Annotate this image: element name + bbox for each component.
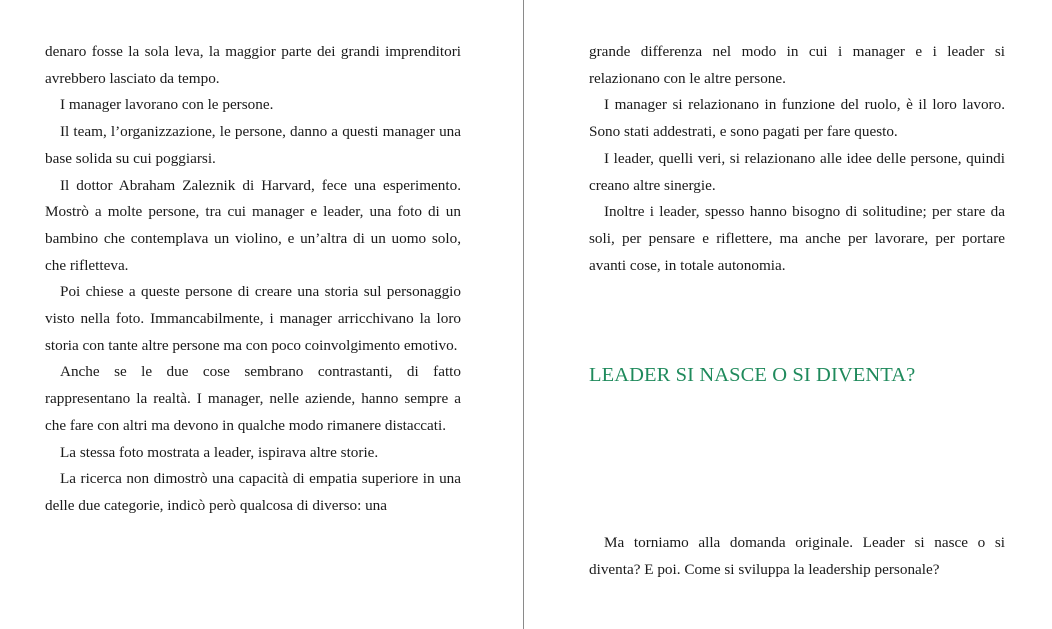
paragraph: La stessa foto mostrata a leader, ispirava altre storie. [60, 443, 379, 461]
paragraph: denaro fosse la sola leva, la maggior parte dei grandi imprenditori avrebbero lasciato da tempo. [45, 43, 461, 87]
paragraph: La ricerca non dimostrò una capacità di empatia superiore in una delle due categorie, indicò però qualcosa di diverso: una [45, 470, 461, 514]
paragraph: Il team, l’organizzazione, le persone, danno a questi manager una base solida su cui poggiarsi. [45, 123, 461, 167]
paragraph: I leader, quelli veri, si relazionano alle idee delle persone, quindi creano altre sinergie. [589, 149, 1005, 194]
paragraph: Anche se le due cose sembrano contrastanti, di fatto rappresentano la realtà. I manager, nelle aziende, hanno sempre a che fare con altri ma devono in qualche modo rimanere distaccati. [45, 363, 461, 434]
paragraph: grande differenza nel modo in cui i manager e i leader si relazionano con le altre persone. [589, 43, 1005, 87]
paragraph: Poi chiese a queste persone di creare una storia sul personaggio visto nella foto. Immancabilmente, i manager arricchivano la loro storia con tante altre persone ma con poco coinvolgimento emotivo. [45, 283, 461, 354]
paragraph: Ma torniamo alla domanda originale. Leader si nasce o si diventa? E poi. Come si sviluppa la leadership personale? [589, 534, 1005, 578]
paragraph: I manager lavorano con le persone. [60, 96, 274, 114]
paragraph: Inoltre i leader, spesso hanno bisogno di solitudine; per stare da soli, per pensare e riflettere, ma anche per lavorare, per portare avanti cose, in totale autonomia. [589, 203, 1005, 274]
page-divider [523, 0, 524, 629]
left-page [45, 0, 461, 629]
paragraph: I manager si relazionano in funzione del ruolo, è il loro lavoro. Sono stati addestrati, e sono pagati per fare questo. [589, 96, 1005, 141]
paragraph: Il dottor Abraham Zaleznik di Harvard, fece una esperimento. Mostrò a molte persone, tra cui manager e leader, una foto di un bambino che contemplava un violino, e un’altra di un uomo solo, che rifletteva. [45, 176, 461, 274]
right-page-text-top [589, 39, 1005, 279]
right-page-text-bottom [589, 530, 1005, 583]
section-heading: LEADER SI NASCE O SI DIVENTA? [589, 364, 916, 386]
right-page [589, 0, 1005, 629]
left-page-text [45, 39, 461, 520]
